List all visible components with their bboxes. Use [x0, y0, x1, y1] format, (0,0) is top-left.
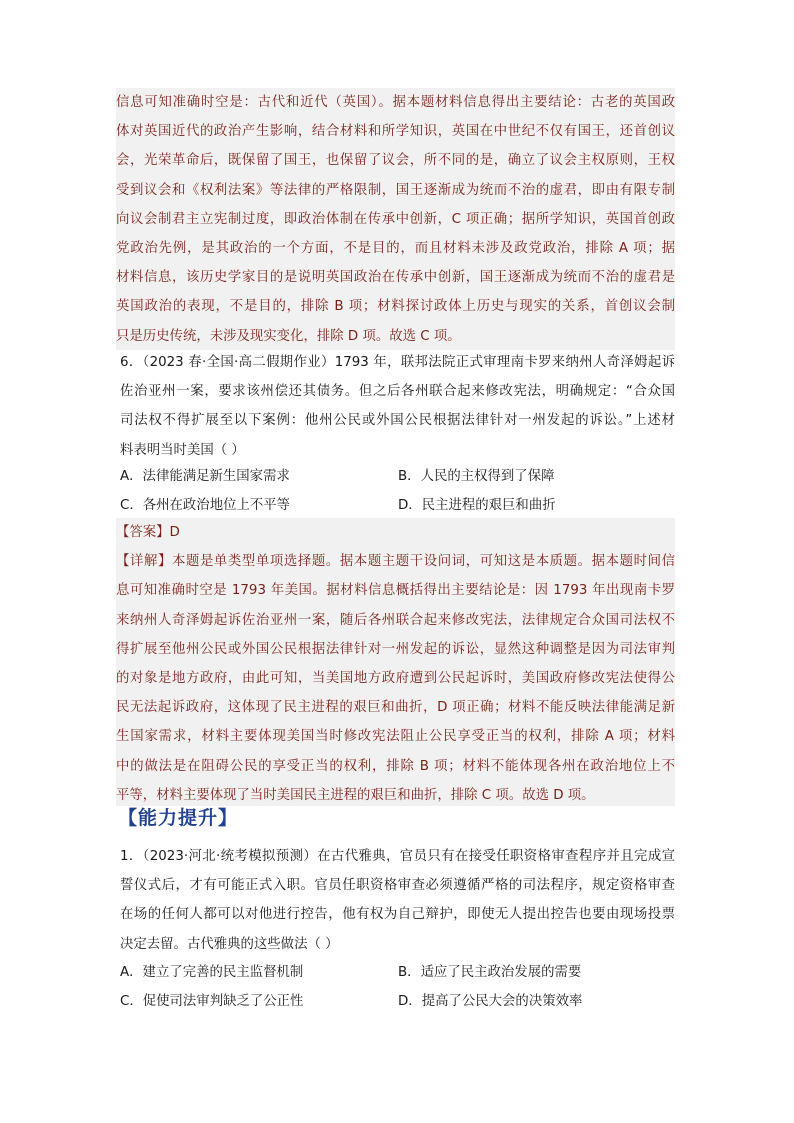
question-line: 料表明当时美国（ ）: [120, 442, 245, 458]
answer-label: 【答案】D: [116, 525, 180, 540]
question-1-stem: [120, 842, 675, 959]
explanation-line: 生国家需求，材料主要体现美国当时修改宪法阻止公民享受正当的权利，排除 A 项；材料: [116, 729, 675, 745]
explanation-line: 材料信息，该历史学家目的是说明英国政治在传承中创新，国王逐渐成为统而不治的虚君是: [116, 270, 675, 286]
question-line: 誓仪式后，才有可能正式入职。官员任职资格审查必须遵循严格的司法程序，规定资格审查: [120, 878, 675, 894]
option-c[interactable]: C．各州在政治地位上不平等: [120, 498, 291, 513]
section-heading: 【能力提升】: [118, 807, 239, 829]
explanation-line: 得扩展至他州公民或外国公民根据法律针对一州发起的诉讼，显然这种调整是因为司法审判: [116, 641, 675, 657]
option-a[interactable]: A．建立了完善的民主监督机制: [120, 965, 304, 980]
question-line: 司法权不得扩展至以下案例：他州公民或外国公民根据法律针对一州发起的诉讼。”上述材: [120, 413, 675, 429]
explanation-line: 民无法起诉政府，这体现了民主进程的艰巨和曲折，D 项正确；材料不能反映法律能满足新: [116, 700, 675, 716]
question-6-answer-block: [116, 518, 675, 806]
option-c[interactable]: C．促使司法审判缺乏了公正性: [120, 994, 304, 1009]
explanation-line: 向议会制君主立宪制过度，即政治体制在传承中创新，C 项正确；据所学知识，英国首创政: [116, 211, 675, 227]
explanation-line: 息可知准确时空是 1793 年美国。据材料信息概括得出主要结论是：因 1793 年出现南卡罗: [116, 583, 675, 599]
option-b[interactable]: B．适应了民主政治发展的需要: [398, 965, 582, 980]
option-a[interactable]: A．法律能满足新生国家需求: [120, 469, 290, 484]
question-line: 1．（2023·河北·统考模拟预测）在古代雅典，官员只有在接受任职资格审查程序并且完成宣: [120, 849, 675, 864]
question-line: 决定去留。古代雅典的这些做法（ ）: [120, 936, 339, 952]
question-6-options: [120, 460, 675, 518]
explanation-line: 平等，材料主要体现了当时美国民主进程的艰巨和曲折，排除 C 项。故选 D 项。: [116, 787, 595, 803]
explanation-line: 英国政治的表现，不是目的，排除 B 项；材料探讨政体上历史与现实的关系，首创议会制: [116, 299, 675, 315]
option-d[interactable]: D．民主进程的艰巨和曲折: [398, 498, 556, 513]
explanation-line: 党政治先例，是其政治的一个方面，不是目的，而且材料未涉及政党政治，排除 A 项；据: [116, 241, 675, 257]
explanation-line: 的对象是地方政府，由此可知，当美国地方政府遭到公民起诉时，美国政府修改宪法使得公: [116, 671, 675, 687]
explanation-line: 体对英国近代的政治产生影响，结合材料和所学知识，英国在中世纪不仅有国王，还首创议: [116, 124, 675, 140]
question-line: 在场的任何人都可以对他进行控告，他有权为自己辩护，即使无人提出控告也要由现场投票: [120, 907, 675, 923]
prev-explanation-block: [116, 88, 675, 350]
question-6-stem: [120, 348, 675, 465]
explanation-line: 信息可知准确时空是：古代和近代（英国）。据本题材料信息得出主要结论：古老的英国政: [116, 95, 675, 110]
question-line: 6．（2023 春·全国·高二假期作业）1793 年，联邦法院正式审理南卡罗来纳州人奇泽姆起诉: [120, 355, 675, 370]
explanation-line: 受到议会和《权利法案》等法律的严格限制，国王逐渐成为统而不治的虚君，即由有限专制: [116, 182, 675, 198]
explanation-line: 只是历史传统，未涉及现实变化，排除 D 项。故选 C 项。: [116, 328, 461, 344]
explanation-line: 中的做法是在阻碍公民的享受正当的权利，排除 B 项；材料不能体现各州在政治地位上不: [116, 758, 675, 774]
question-1-options: [120, 956, 675, 1014]
explanation-line: 来纳州人奇泽姆起诉佐治亚州一案，随后各州联合起来修改宪法，法律规定合众国司法权不: [116, 612, 675, 628]
explanation-line: 【详解】本题是单类型单项选择题。据本题主题干设问词，可知这是本质题。据本题时间信: [116, 554, 675, 570]
option-d[interactable]: D．提高了公民大会的决策效率: [398, 994, 583, 1009]
question-line: 佐治亚州一案，要求该州偿还其债务。但之后各州联合起来修改宪法，明确规定：“合众国: [120, 384, 675, 400]
explanation-line: 会，光荣革命后，既保留了国王，也保留了议会，所不同的是，确立了议会主权原则，王权: [116, 153, 675, 169]
option-b[interactable]: B．人民的主权得到了保障: [398, 469, 555, 484]
